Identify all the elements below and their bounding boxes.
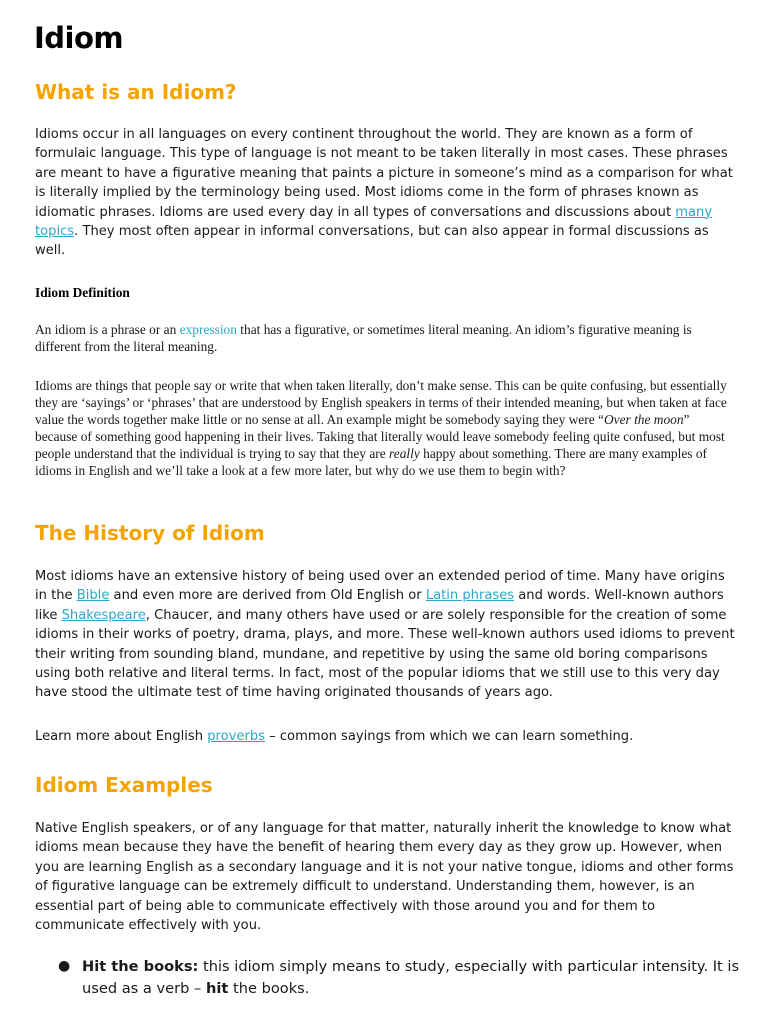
proverbs-paragraph <box>35 727 739 746</box>
explanation-text-2: ” because of something good happening in their lives. Taking that literally would leave somebody feeling quite confused, but most people understand that the individual is trying to say that they are <box>35 412 725 461</box>
heading-history-of-idiom: The History of Idiom <box>35 521 265 545</box>
history-text-2: and even more are derived from Old English or <box>109 588 426 604</box>
explanation-text-1: Idioms are things that people say or write that when taken literally, don’t make sense. This can be quite confusing, but essentially they are ‘sayings’ or ‘phrases’ that are understood by English speakers in terms of their intended meaning, but when taken at face value the words together make little or no sense at all. An example might be somebody saying they were “ <box>35 378 727 427</box>
history-text-4: , Chaucer, and many others have used or are solely responsible for the creation of some idioms in their works of poetry, drama, plays, and more. These well-known authors used idioms to prevent their writing from sounding bland, mundane, and repetitive by using the same old boring comparisons using both relative and literal terms. In fact, most of the popular idioms that we still use to this very day have stood the ultimate test of time having originated thousands of years ago. <box>35 607 735 701</box>
bullet-icon: ● <box>58 958 71 974</box>
list-item <box>56 956 746 999</box>
bullet-text-1: this idiom simply means to study, especially with particular intensity. It is used as a verb – <box>82 958 740 997</box>
bible-link[interactable]: Bible <box>76 588 110 604</box>
heading-what-is-an-idiom: What is an Idiom? <box>35 80 237 104</box>
proverbs-text-before-link: Learn more about English <box>35 729 208 744</box>
proverbs-text-after-link: – common sayings from which we can learn something. <box>264 729 634 744</box>
over-the-moon-italic: Over the moon <box>603 412 684 427</box>
what-is-paragraph <box>35 125 739 261</box>
heading-idiom-examples: Idiom Examples <box>35 773 213 797</box>
idiom-examples-list <box>56 956 746 999</box>
shakespeare-link[interactable]: Shakespeare <box>61 607 146 623</box>
history-paragraph <box>35 567 739 703</box>
bullet-term: Hit the books: <box>82 958 199 975</box>
definition-paragraph <box>35 321 735 355</box>
definition-text-before-link: An idiom is a phrase or an <box>35 322 180 337</box>
what-is-text-before-link: Idioms occur in all languages on every continent throughout the world. They are known as a form of formulaic language. This type of language is not meant to be taken literally in most cases. These phrases are meant to have a figurative meaning that paints a picture in someone’s mind as a comparison for what is literally implied by the terminology being used. Most idioms come in the form of phrases known as idiomatic phrases. Idioms are used every day in all types of conversations and discussions about <box>35 127 733 220</box>
what-is-text-after-link: . They most often appear in informal conversations, but can also appear in formal discussions as well. <box>35 224 709 259</box>
bullet-text-2: the books. <box>228 979 310 997</box>
explanation-text-3: happy about something. There are many examples of idioms in English and we’ll take a look at a few more later, but why do we use them to begin with? <box>35 446 707 478</box>
proverbs-link[interactable]: proverbs <box>207 729 265 744</box>
document-title: Idiom <box>34 21 124 55</box>
expression-link[interactable]: expression <box>179 322 237 337</box>
examples-paragraph: Native English speakers, or of any language for that matter, naturally inherit the knowledge to know what idioms mean because they have the benefit of hearing them every day as they grow up. However, when you are learning English as a secondary language and it is not your native tongue, idioms and other forms of figurative language can be extremely difficult to understand. Understanding them, however, is an essential part of being able to communicate effectively with those around you and for them to communicate effectively with you. <box>35 821 734 934</box>
idiom-definition-heading: Idiom Definition <box>35 285 130 300</box>
definition-text-after-link: that has a figurative, or sometimes literal meaning. An idiom’s figurative meaning is different from the literal meaning. <box>35 322 692 354</box>
really-italic: really <box>389 446 420 461</box>
bullet-bold-word: hit <box>205 979 229 997</box>
history-text-3: and words. Well-known authors like <box>35 588 724 623</box>
many-topics-link[interactable]: many topics <box>35 204 713 240</box>
history-text-1: Most idioms have an extensive history of being used over an extended period of time. Many have origins in the <box>35 569 725 604</box>
latin-phrases-link[interactable]: Latin phrases <box>425 588 515 604</box>
idioms-explanation-paragraph <box>35 377 735 479</box>
